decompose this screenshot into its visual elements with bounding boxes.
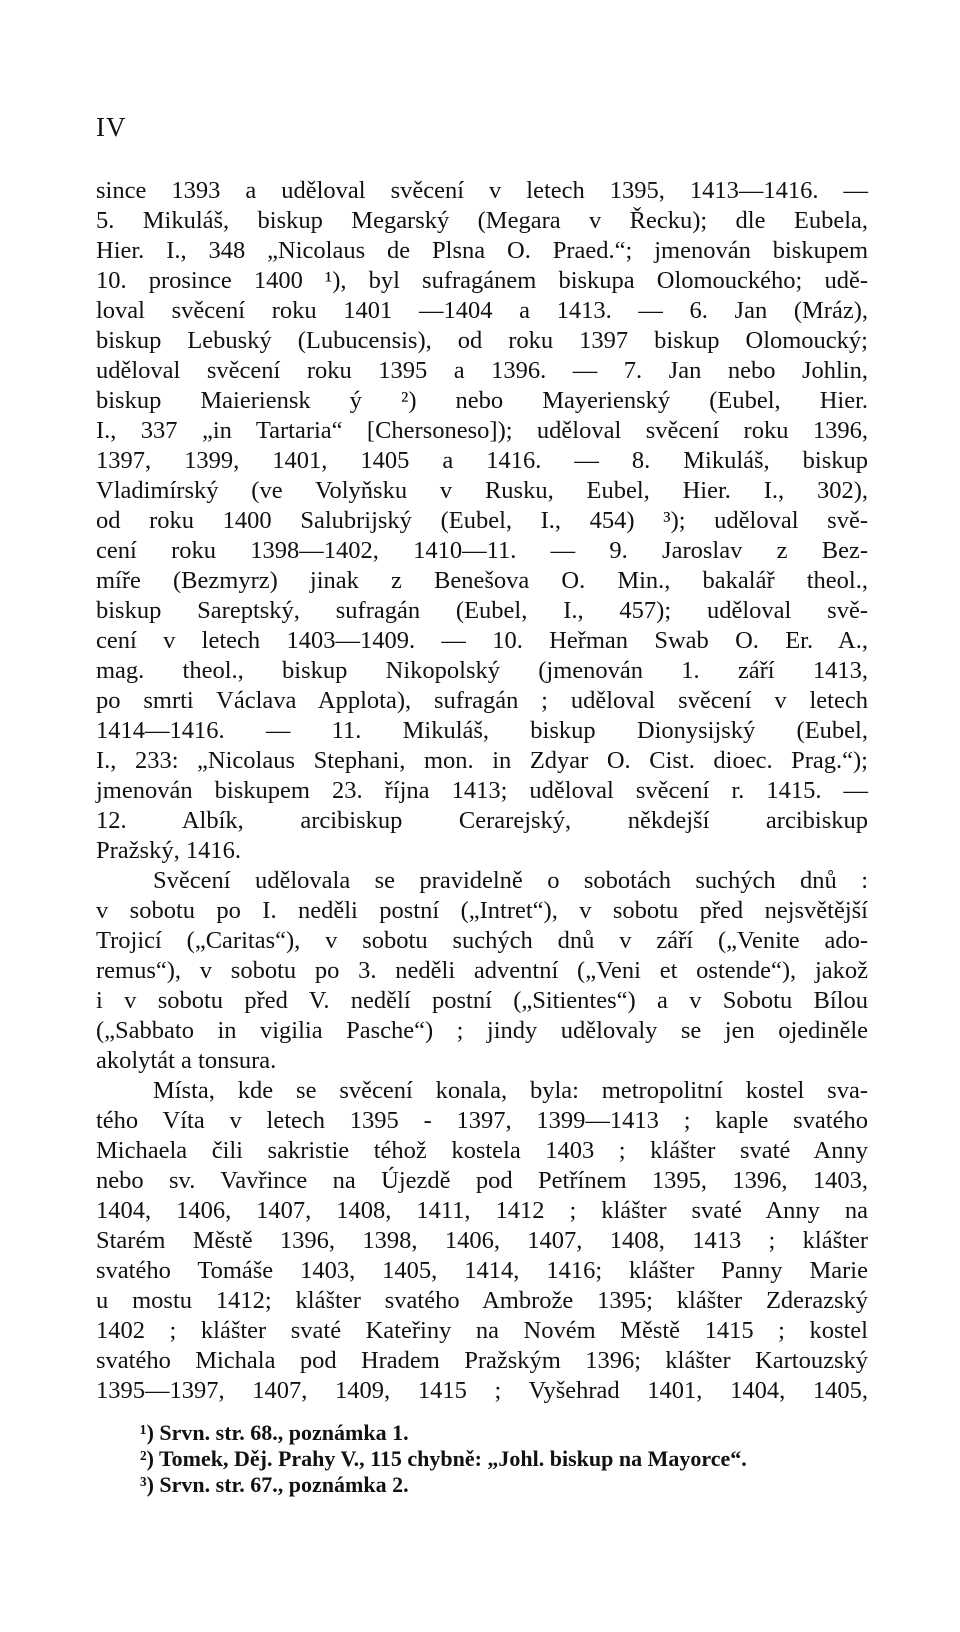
text-line: since 1393 a uděloval svěcení v letech 1395, 1413—1416. — bbox=[96, 177, 868, 204]
text-line: 5. Mikuláš, biskup Megarský (Megara v Řecku); dle Eubela, bbox=[96, 207, 868, 234]
text-line: 1402 ; klášter svaté Kateřiny na Novém Městě 1415 ; kostel bbox=[96, 1317, 868, 1344]
text-line: 1414—1416. — 11. Mikuláš, biskup Dionysijský (Eubel, bbox=[96, 717, 868, 744]
text-line: nebo sv. Vavřince na Újezdě pod Petřínem 1395, 1396, 1403, bbox=[96, 1167, 868, 1194]
text-line: akolytát a tonsura. bbox=[96, 1047, 277, 1074]
text-line: 1395—1397, 1407, 1409, 1415 ; Vyšehrad 1401, 1404, 1405, bbox=[96, 1377, 868, 1404]
text-line: biskup Sareptský, sufragán (Eubel, I., 457); uděloval svě- bbox=[96, 597, 868, 624]
text-line: Pražský, 1416. bbox=[96, 837, 241, 864]
text-line: („Sabbato in vigilia Pasche“) ; jindy udělovaly se jen ojediněle bbox=[96, 1017, 868, 1044]
text-line: biskup Lebuský (Lubucensis), od roku 1397 biskup Olomoucký; bbox=[96, 327, 868, 354]
text-line: i v sobotu před V. nedělí postní („Sitientes“) a v Sobotu Bílou bbox=[96, 987, 868, 1014]
text-line: jmenován biskupem 23. října 1413; uděloval svěcení r. 1415. — bbox=[96, 777, 868, 804]
text-line: loval svěcení roku 1401 —1404 a 1413. — 6. Jan (Mráz), bbox=[96, 297, 868, 324]
page-number: IV bbox=[96, 112, 127, 142]
text-line: I., 233: „Nicolaus Stephani, mon. in Zdyar O. Cist. dioec. Prag.“); bbox=[96, 747, 868, 774]
text-line: od roku 1400 Salubrijský (Eubel, I., 454) ³); uděloval svě- bbox=[96, 507, 868, 534]
text-line: uděloval svěcení roku 1395 a 1396. — 7. Jan nebo Johlin, bbox=[96, 357, 868, 384]
footnote-1: ¹) Srvn. str. 68., poznámka 1. bbox=[140, 1420, 409, 1445]
footnote-3: ³) Srvn. str. 67., poznámka 2. bbox=[140, 1472, 409, 1497]
text-line: remus“), v sobotu po 3. neděli adventní („Veni et ostende“), jakož bbox=[96, 957, 868, 984]
text-line: po smrti Václava Applota), sufragán ; uděloval svěcení v letech bbox=[96, 687, 868, 714]
text-line: Michaela čili sakristie téhož kostela 1403 ; klášter svaté Anny bbox=[96, 1137, 868, 1164]
text-line: mag. theol., biskup Nikopolský (jmenován 1. září 1413, bbox=[96, 657, 868, 684]
text-line: 10. prosince 1400 ¹), byl sufragánem biskupa Olomouckého; udě- bbox=[96, 267, 868, 294]
text-line: biskup Maieriensk ý ²) nebo Mayerienský (Eubel, Hier. bbox=[96, 387, 868, 414]
text-line: 1397, 1399, 1401, 1405 a 1416. — 8. Mikuláš, biskup bbox=[96, 447, 868, 474]
text-line: míře (Bezmyrz) jinak z Benešova O. Min., bakalář theol., bbox=[96, 567, 868, 594]
text-line: Hier. I., 348 „Nicolaus de Plsna O. Praed.“; jmenován biskupem bbox=[96, 237, 868, 264]
text-line: Trojicí („Caritas“), v sobotu suchých dnů v září („Venite ado- bbox=[96, 927, 868, 954]
text-line: svatého Tomáše 1403, 1405, 1414, 1416; klášter Panny Marie bbox=[96, 1257, 868, 1284]
paragraph-start: Místa, kde se svěcení konala, byla: metropolitní kostel sva- bbox=[153, 1077, 868, 1104]
text-line: 1404, 1406, 1407, 1408, 1411, 1412 ; klášter svaté Anny na bbox=[96, 1197, 868, 1224]
text-line: svatého Michala pod Hradem Pražským 1396; klášter Kartouzský bbox=[96, 1347, 868, 1374]
text-line: 12. Albík, arcibiskup Cerarejský, někdejší arcibiskup bbox=[96, 807, 868, 834]
text-line: cení v letech 1403—1409. — 10. Heřman Swab O. Er. A., bbox=[96, 627, 868, 654]
text-line: I., 337 „in Tartaria“ [Chersoneso]); uděloval svěcení roku 1396, bbox=[96, 417, 868, 444]
text-line: cení roku 1398—1402, 1410—11. — 9. Jaroslav z Bez- bbox=[96, 537, 868, 564]
text-line: Vladimírský (ve Volyňsku v Rusku, Eubel, Hier. I., 302), bbox=[96, 477, 868, 504]
paragraph-start: Svěcení udělovala se pravidelně o sobotách suchých dnů : bbox=[153, 867, 868, 894]
text-line: v sobotu po I. neděli postní („Intret“), v sobotu před nejsvětější bbox=[96, 897, 868, 924]
footnote-2: ²) Tomek, Děj. Prahy V., 115 chybně: „Johl. biskup na Mayorce“. bbox=[140, 1446, 747, 1471]
text-line: u mostu 1412; klášter svatého Ambrože 1395; klášter Zderazský bbox=[96, 1287, 868, 1314]
text-line: Starém Městě 1396, 1398, 1406, 1407, 1408, 1413 ; klášter bbox=[96, 1227, 868, 1254]
text-line: tého Víta v letech 1395 - 1397, 1399—1413 ; kaple svatého bbox=[96, 1107, 868, 1134]
